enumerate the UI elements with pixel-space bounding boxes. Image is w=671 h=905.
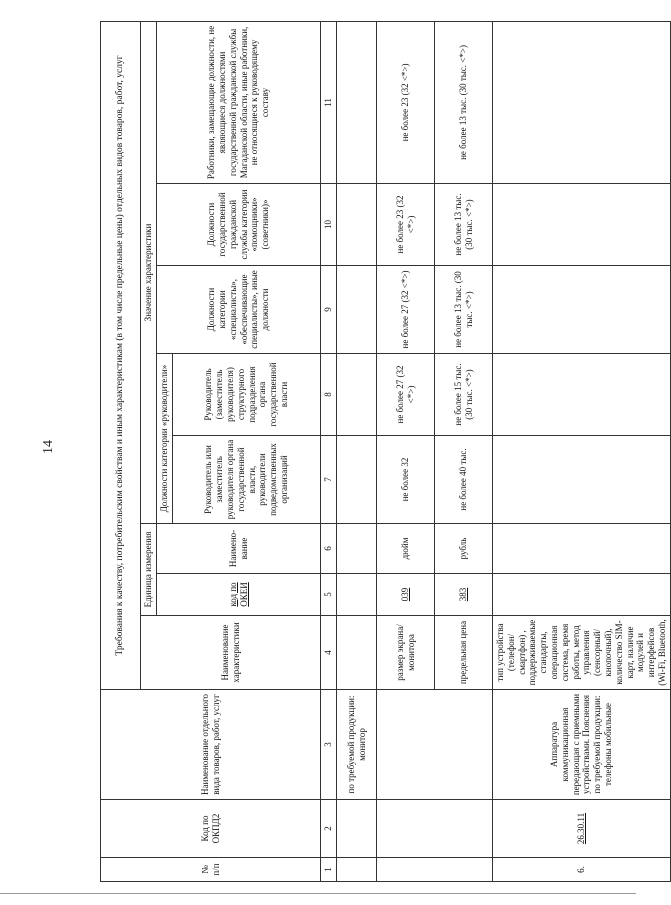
index-cell: 7 bbox=[321, 436, 337, 524]
empty-cell bbox=[337, 184, 377, 266]
empty-cell bbox=[337, 266, 377, 354]
value-cell: не более 32 bbox=[377, 436, 435, 524]
index-cell: 6 bbox=[321, 524, 337, 574]
header-col11: Работники, замещающие должности, не являющиеся должностями государственной гражданской службы Магаданской области, иные работники, не относящиеся к руководящему составу bbox=[157, 21, 321, 183]
header-unit-name: Наимено-вание bbox=[157, 524, 321, 574]
header-unit-code: код по ОКЕИ bbox=[157, 574, 321, 616]
header-product-name: Наименование отдельного вида товаров, работ, услуг bbox=[101, 690, 321, 800]
empty-cell bbox=[493, 354, 671, 436]
header-col10: Должности государственной гражданской службы категории «помощники» (советники)» bbox=[157, 184, 321, 266]
table-row bbox=[337, 21, 377, 881]
item-okpd-cell: 26.30.11 bbox=[493, 800, 671, 858]
value-cell: не более 23 (32 <*>) bbox=[377, 21, 435, 183]
item-name-cell: Аппаратура коммуникационная передающая с приемными устройствами. Пояснения по требуемой продукции: телефоны мобильные bbox=[493, 690, 671, 800]
index-cell: 5 bbox=[321, 574, 337, 616]
empty-cell bbox=[377, 800, 493, 858]
header-value-group: Значение характеристики bbox=[141, 21, 157, 523]
page-number: 14 bbox=[41, 440, 56, 454]
empty-cell bbox=[493, 574, 671, 616]
index-cell: 11 bbox=[321, 21, 337, 183]
header-unit-group: Единица измерения bbox=[141, 524, 157, 616]
index-row bbox=[321, 21, 337, 881]
monitor-section-label: по требуемой продукции: монитор bbox=[337, 690, 377, 800]
empty-cell bbox=[337, 354, 377, 436]
header-col8: Руководитель (заместитель руководителя) структурного подразделения органа государственной власти bbox=[173, 354, 321, 436]
char-cell: предельная цена bbox=[435, 616, 493, 690]
index-cell: 2 bbox=[321, 800, 337, 858]
empty-cell bbox=[493, 184, 671, 266]
header-main-title: Требования к качеству, потребительским свойствам и иным характеристикам (в том числе предельные цены) отдельных видов товаров, работ, услуг bbox=[101, 21, 141, 689]
value-cell: не более 27 (32 <*>) bbox=[377, 266, 435, 354]
index-cell: 1 bbox=[321, 858, 337, 882]
header-col9: Должности категории «специалисты», «обеспечивающие специалисты», иные должности bbox=[157, 266, 321, 354]
header-num: № п/п bbox=[101, 858, 321, 882]
empty-cell bbox=[337, 436, 377, 524]
header-okpd: Код по ОКПД2 bbox=[101, 800, 321, 858]
empty-cell bbox=[493, 524, 671, 574]
empty-cell bbox=[493, 266, 671, 354]
index-cell: 10 bbox=[321, 184, 337, 266]
table-row bbox=[493, 21, 671, 881]
value-cell: не более 15 тыс. (30 тыс. <*>) bbox=[435, 354, 493, 436]
empty-cell bbox=[337, 800, 377, 858]
empty-cell bbox=[337, 858, 377, 882]
item-char-cell: тип устройства (телефон/смартфон) , поддерживаемые стандарты, операционная система, время работы, метод управления (сенсорный/кнопочный), количество SIM-карт, наличие модулей и интерфейсов (Wi-Fi, Bluetooth, bbox=[493, 616, 671, 690]
requirements-table bbox=[100, 21, 671, 882]
unit-cell: дюйм bbox=[377, 524, 435, 574]
header-char-name: Наименование характеристики bbox=[141, 616, 321, 690]
rotated-page bbox=[100, 22, 667, 882]
header-leaders-group: Должности категории «руководители» bbox=[157, 354, 173, 524]
empty-cell bbox=[493, 436, 671, 524]
index-cell: 8 bbox=[321, 354, 337, 436]
index-cell: 9 bbox=[321, 266, 337, 354]
value-cell: не более 23 (32 <*>) bbox=[377, 184, 435, 266]
value-cell: не более 40 тыс. bbox=[435, 436, 493, 524]
empty-cell bbox=[377, 858, 493, 882]
empty-cell bbox=[377, 690, 493, 800]
unit-cell: рубль bbox=[435, 524, 493, 574]
char-cell: размер экрана/монитора bbox=[377, 616, 435, 690]
empty-cell bbox=[337, 574, 377, 616]
index-cell: 4 bbox=[321, 616, 337, 690]
index-cell: 3 bbox=[321, 690, 337, 800]
header-col7: Руководитель или заместитель руководителя органа государственной власти, руководители подведомственных организаций bbox=[173, 436, 321, 524]
table-row bbox=[377, 21, 435, 881]
value-cell: не более 13 тыс. (30 тыс. <*>) bbox=[435, 184, 493, 266]
value-cell: не более 13 тыс. (30 тыс. <*>) bbox=[435, 21, 493, 183]
page-bottom-rule bbox=[0, 893, 636, 894]
value-cell: не более 13 тыс. (30 тыс. <*>) bbox=[435, 266, 493, 354]
empty-cell bbox=[493, 21, 671, 183]
code-cell: 383 bbox=[435, 574, 493, 616]
empty-cell bbox=[337, 21, 377, 183]
empty-cell bbox=[337, 524, 377, 574]
value-cell: не более 27 (32 <*>) bbox=[377, 354, 435, 436]
item-num-cell: 6. bbox=[493, 858, 671, 882]
empty-cell bbox=[337, 616, 377, 690]
rotated-content bbox=[100, 22, 667, 882]
code-cell: 039 bbox=[377, 574, 435, 616]
